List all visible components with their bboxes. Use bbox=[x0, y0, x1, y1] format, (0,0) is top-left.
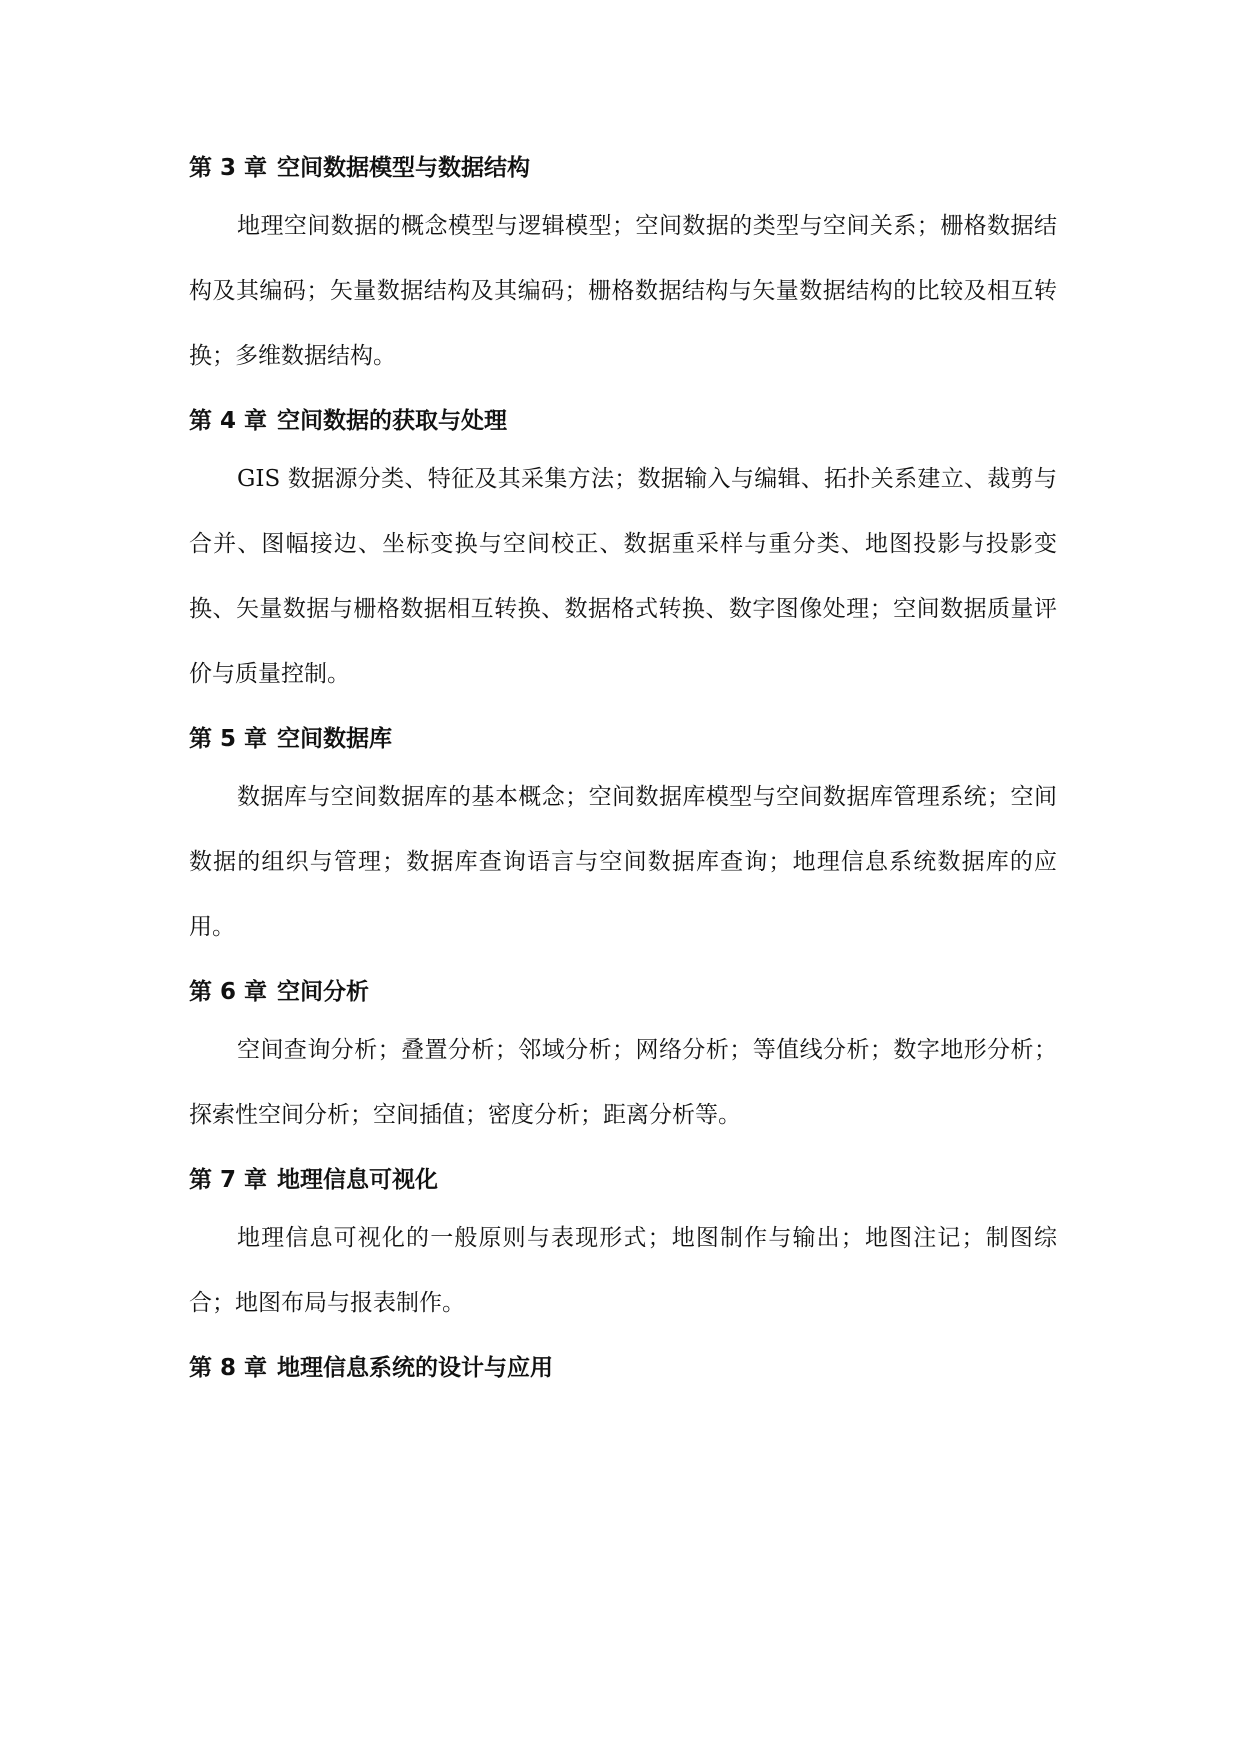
chapter-8-section bbox=[189, 1342, 1057, 1394]
chapter-5-body: 数据库与空间数据库的基本概念；空间数据库模型与空间数据库管理系统；空间数据的组织与管理；数据库查询语言与空间数据库查询；地理信息系统数据库的应用。 bbox=[189, 784, 1057, 940]
chapter-6-section bbox=[189, 966, 1057, 1148]
chapter-8-number: 第 8 章 bbox=[189, 1355, 268, 1381]
chapter-3-title: 空间数据模型与数据结构 bbox=[277, 155, 531, 181]
chapter-5-number: 第 5 章 bbox=[189, 726, 268, 752]
chapter-3-number: 第 3 章 bbox=[189, 155, 268, 181]
chapter-4-number: 第 4 章 bbox=[189, 408, 268, 434]
chapter-7-heading bbox=[189, 1154, 1057, 1206]
chapter-3-body: 地理空间数据的概念模型与逻辑模型；空间数据的类型与空间关系；栅格数据结构及其编码；矢量数据结构及其编码；栅格数据结构与矢量数据结构的比较及相互转换；多维数据结构。 bbox=[189, 213, 1057, 369]
chapter-5-title: 空间数据库 bbox=[277, 726, 393, 752]
chapter-3-heading bbox=[189, 142, 1057, 194]
chapter-4-body: GIS 数据源分类、特征及其采集方法；数据输入与编辑、拓扑关系建立、裁剪与合并、图幅接边、坐标变换与空间校正、数据重采样与重分类、地图投影与投影变换、矢量数据与栅格数据相互转换、数据格式转换、数字图像处理；空间数据质量评价与质量控制。 bbox=[189, 466, 1057, 687]
chapter-7-section bbox=[189, 1154, 1057, 1336]
chapter-6-heading bbox=[189, 966, 1057, 1018]
chapter-7-body: 地理信息可视化的一般原则与表现形式；地图制作与输出；地图注记；制图综合；地图布局与报表制作。 bbox=[189, 1225, 1057, 1316]
chapter-4-title: 空间数据的获取与处理 bbox=[277, 408, 508, 434]
chapter-4-heading bbox=[189, 395, 1057, 447]
chapter-6-title: 空间分析 bbox=[277, 979, 370, 1005]
chapter-6-number: 第 6 章 bbox=[189, 979, 268, 1005]
chapter-3-section bbox=[189, 142, 1057, 389]
chapter-8-heading bbox=[189, 1342, 1057, 1394]
chapter-4-section bbox=[189, 395, 1057, 707]
chapter-7-title: 地理信息可视化 bbox=[277, 1167, 439, 1193]
document-page bbox=[189, 142, 1057, 1394]
chapter-6-body: 空间查询分析；叠置分析；邻域分析；网络分析；等值线分析；数字地形分析；探索性空间分析；空间插值；密度分析；距离分析等。 bbox=[189, 1037, 1057, 1128]
chapter-7-number: 第 7 章 bbox=[189, 1167, 268, 1193]
chapter-5-section bbox=[189, 713, 1057, 960]
chapter-8-title: 地理信息系统的设计与应用 bbox=[277, 1355, 554, 1381]
chapter-5-heading bbox=[189, 713, 1057, 765]
